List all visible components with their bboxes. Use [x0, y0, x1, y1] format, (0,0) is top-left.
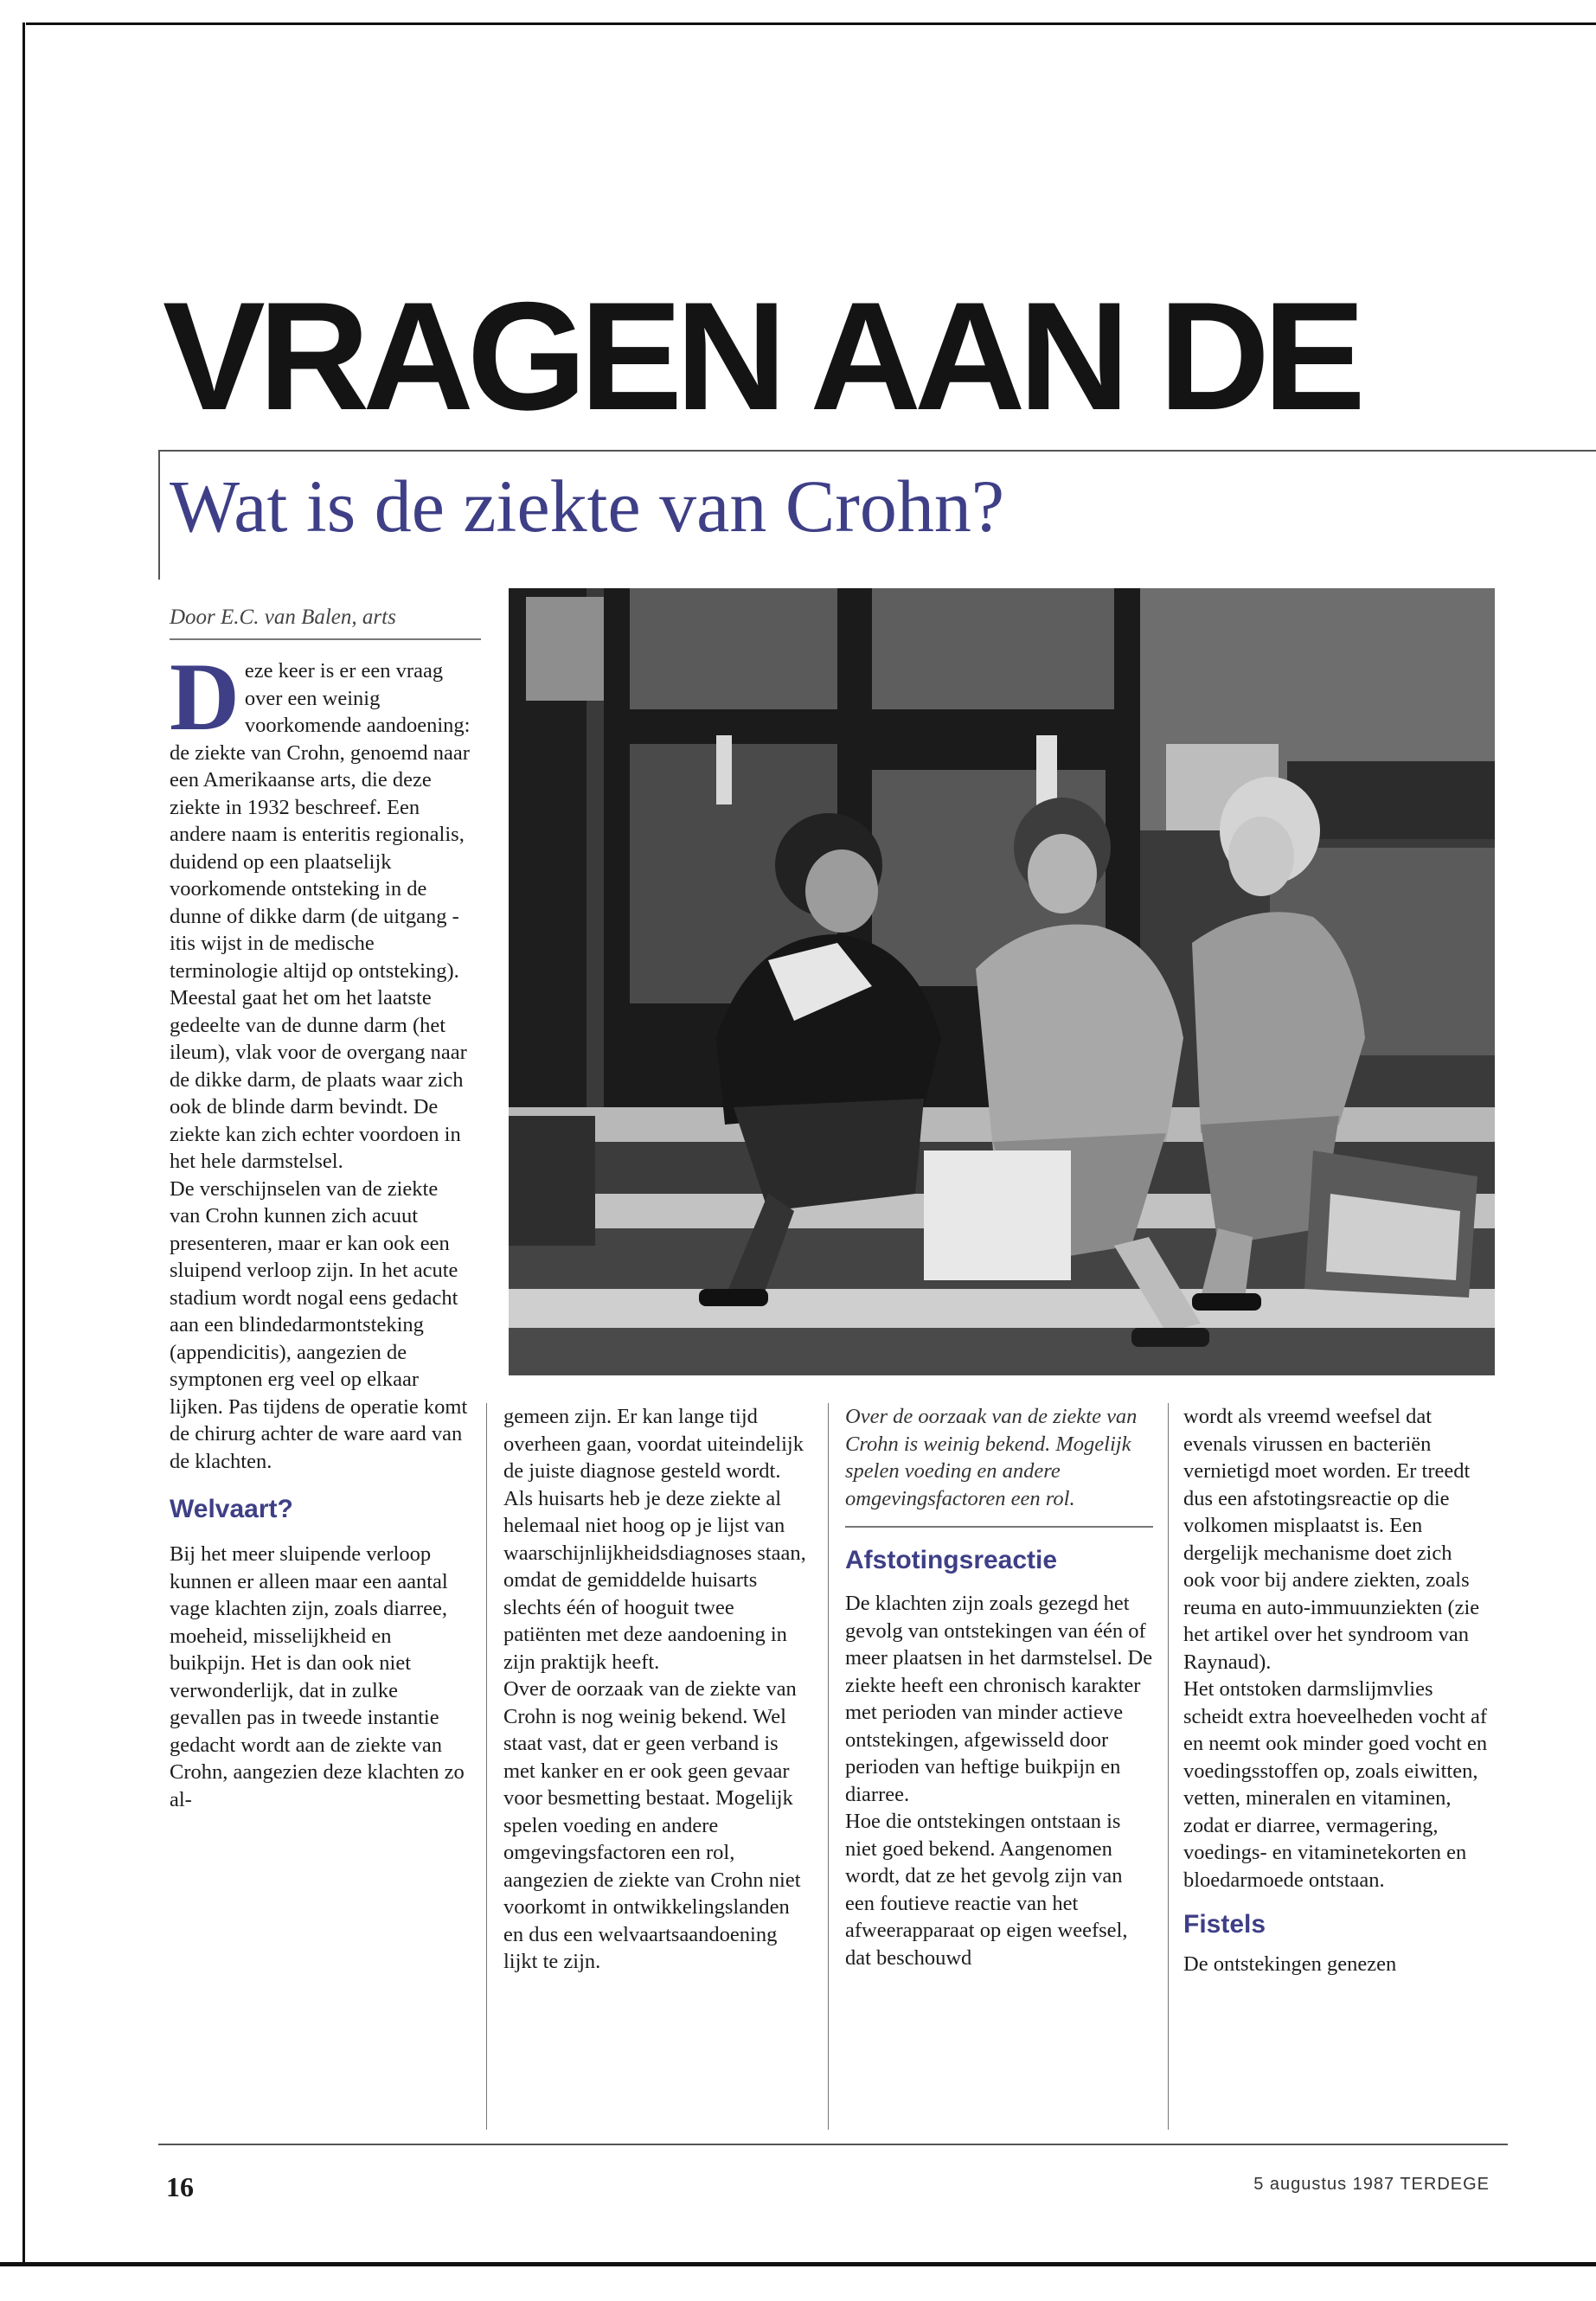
article-title: Wat is de ziekte van Crohn? [170, 465, 1005, 548]
kicker-headline: VRAGEN AAN DE [163, 270, 1359, 442]
issue-date: 5 augustus 1987 TERDEGE [1253, 2175, 1490, 2194]
column-divider [1168, 1403, 1169, 2130]
byline: Door E.C. van Balen, arts [170, 606, 481, 640]
paragraph: Het ontstoken darmslijmvlies scheidt extra hoeveelheden vocht af en neemt ook minder goed vocht en voedingsstoffen op, zoals eiwitten, vetten, mineralen en vitaminen, zodat er diarree, vermagering, voedings- en vitaminetekorten en bloedarmoede ontstaan. [1183, 1677, 1488, 1892]
bottom-border-rule [0, 2262, 1596, 2266]
section-heading-afstotingsreactie: Afstotingsreactie [845, 1546, 1058, 1574]
column-1 [170, 644, 471, 1813]
section-heading-welvaart: Welvaart? [170, 1495, 293, 1523]
page-number: 16 [166, 2171, 194, 2202]
paragraph: gemeen zijn. Er kan lange tijd overheen gaan, voordat uiteindelijk de juiste diagnose gesteld wordt. Als huisarts heb je deze ziekte al helemaal niet hoog op je lijst van waarschijnlijkheidsdiagnoses staan, omdat de gemiddelde huisarts slechts één of hooguit twee patiënten met deze aandoening in zijn praktijk heeft. [503, 1405, 806, 1674]
paragraph: De ontstekingen genezen [1183, 1952, 1397, 1976]
paragraph: Over de oorzaak van de ziekte van Crohn is nog weinig bekend. Wel staat vast, dat er geen verband is met kanker en er ook geen gevaar voor besmetting bestaat. Mogelijk spelen voeding en andere omgevingsfactoren een rol, aangezien de ziekte van Crohn niet voorkomt in ontwikkelingslanden en dus een welvaartsaandoening lijkt te zijn. [503, 1677, 801, 1973]
headline-rule [158, 450, 1596, 452]
column-2 [503, 1403, 811, 1976]
left-border-rule [22, 22, 25, 2266]
paragraph: Bij het meer sluipende verloop kunnen er alleen maar een aantal vage klachten zijn, zoals diarree, moeheid, misselijkheid en buikpijn. Het is dan ook niet verwonderlijk, dat in zulke gevallen pas in tweede instantie gedacht wordt aan de ziekte van Crohn, aangezien deze klachten zo al- [170, 1542, 465, 1811]
column-4 [1183, 1403, 1488, 1978]
pull-quote: Over de oorzaak van de ziekte van Crohn is weinig bekend. Mogelijk spelen voeding en andere omgevingsfactoren een rol. [845, 1403, 1153, 1528]
column-3 [845, 1403, 1153, 1971]
top-border-rule [26, 22, 1596, 25]
column-divider [828, 1403, 829, 2130]
title-box-rule [158, 450, 160, 580]
drop-cap: D [170, 644, 240, 751]
column-divider [486, 1403, 487, 2130]
paragraph: Hoe die ontstekingen ontstaan is niet goed bekend. Aangenomen wordt, dat ze het gevolg zijn van een foutieve reactie van het afweerapparaat op eigen weefsel, dat beschouwd [845, 1810, 1128, 1970]
paragraph: wordt als vreemd weefsel dat evenals virussen en bacteriën vernietigd moet worden. Er treedt dus een afstotingsreactie op die volkomen misplaatst is. Een dergelijk mechanisme doet zich ook voor bij andere ziekten, zoals reuma en auto-immuunziekten (zie het artikel over het syndroom van Raynaud). [1183, 1405, 1480, 1674]
section-heading-fistels: Fistels [1183, 1910, 1266, 1939]
intro-paragraph [170, 644, 471, 1176]
paragraph: De verschijnselen van de ziekte van Crohn kunnen zich acuut presenteren, maar er kan ook een sluipend verloop zijn. In het acute stadium wordt nogal eens gedacht aan een blindedarmontsteking (appendicitis), aangezien de symptonen erg veel op elkaar lijken. Pas tijdens de operatie komt de chirurg achter de ware aard van de klachten. [170, 1176, 468, 1473]
intro-text: eze keer is er een vraag over een weinig voorkomende aandoening: de ziekte van Crohn, genoemd naar een Amerikaanse arts, die deze ziekte in 1932 beschreef. Een andere naam is enteritis regionalis, duidend op een plaatselijk voorkomende ontsteking in de dunne of dikke darm (de uitgang -itis wijst in de medische terminologie altijd op ontsteking). Meestal gaat het om het laatste gedeelte van de dunne darm (het ileum), vlak voor de overgang naar de dikke darm, de plaats waar zich ook de blinde darm bevindt. De ziekte kan zich echter voordoen in het hele darmstelsel. [170, 659, 471, 1173]
footer-rule [158, 2144, 1508, 2145]
photo-illustration [509, 588, 1495, 1375]
paragraph: De klachten zijn zoals gezegd het gevolg van ontstekingen van één of meer plaatsen in het darmstelsel. De ziekte heeft een chronisch karakter met perioden van minder actieve ontstekingen, afgewisseld door perioden van heftige buikpijn en diarree. [845, 1592, 1153, 1806]
article-photo [509, 588, 1495, 1375]
